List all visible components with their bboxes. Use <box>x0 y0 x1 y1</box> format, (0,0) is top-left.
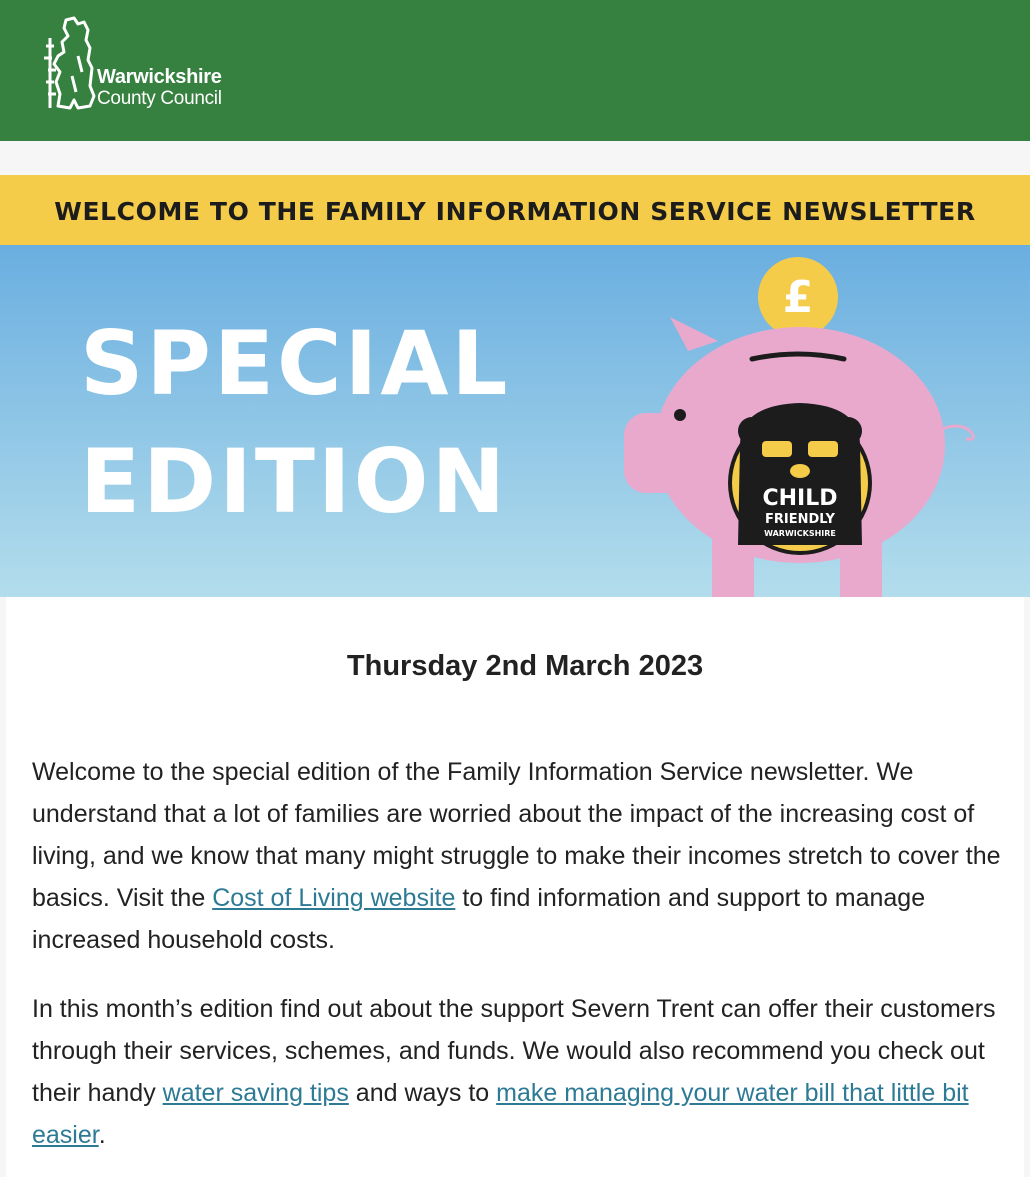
svg-text:£: £ <box>782 272 814 323</box>
svg-text:FRIENDLY: FRIENDLY <box>765 512 835 527</box>
water-saving-tips-link[interactable]: water saving tips <box>162 1079 349 1107</box>
severn-trent-paragraph: In this month’s edition find out about the support Severn Trent can offer their customers through their services, schemes, and funds. We would also recommend you check out their handy water saving tips and ways to make managing your water bill that little bit easier. <box>32 995 996 1149</box>
newsletter-banner <box>0 175 1030 597</box>
special-line-2: EDITION <box>80 430 509 533</box>
svg-text:WARWICKSHIRE: WARWICKSHIRE <box>764 529 836 538</box>
piggy-bank-icon <box>600 245 1030 597</box>
svg-text:CHILD: CHILD <box>762 486 838 511</box>
water-bill-link[interactable]: make managing your water bill that little bit easier <box>32 1079 969 1149</box>
logo-line-2: County Council <box>97 88 222 109</box>
special-line-1: SPECIAL <box>80 312 511 415</box>
logo-line-1: Warwickshire <box>97 66 222 88</box>
welcome-bar <box>0 175 1030 245</box>
intro-paragraph: Welcome to the special edition of the Family Information Service newsletter. We understand that a lot of families are worried about the impact of the increasing cost of living, and we know that many might struggle to make their incomes stretch to cover the basics. Visit the Cost of Living website to find information and support to manage increased household costs. <box>32 758 1001 954</box>
special-edition-title <box>80 305 511 541</box>
header-bar <box>0 0 1030 141</box>
council-logo-text[interactable] <box>97 66 222 110</box>
cost-of-living-link[interactable]: Cost of Living website <box>212 884 456 912</box>
newsletter-date: Thursday 2nd March 2023 <box>346 650 704 682</box>
welcome-bar-text: WELCOME TO THE FAMILY INFORMATION SERVICE NEWSLETTER <box>54 197 976 226</box>
